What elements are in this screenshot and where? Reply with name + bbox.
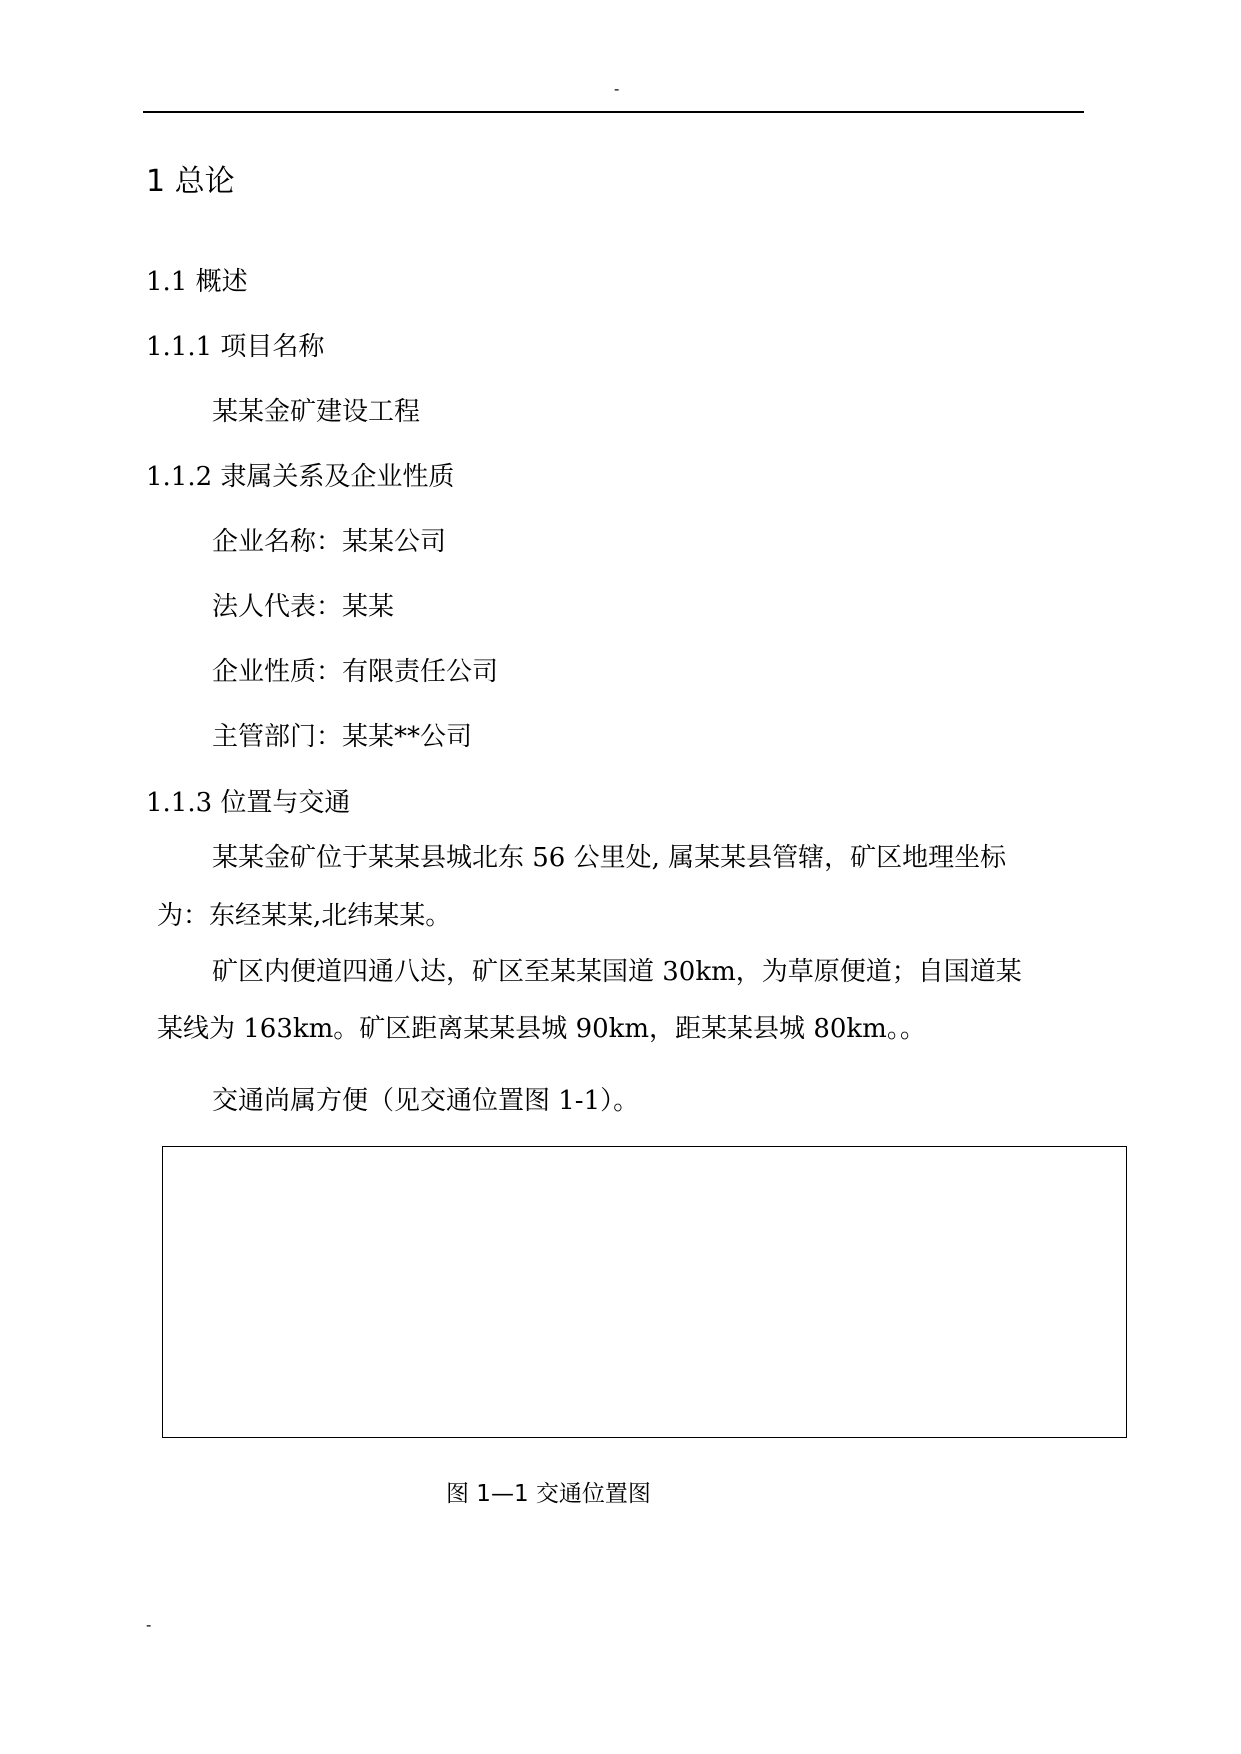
figure-caption: 图 1—1 交通位置图 — [446, 1481, 651, 1507]
project-name-text: 某某金矿建设工程 — [212, 397, 421, 427]
section-1-1-heading: 1.1 概述 — [146, 267, 248, 297]
company-name-text: 企业名称：某某公司 — [212, 527, 447, 557]
footer-mark: - — [146, 1617, 152, 1634]
location-paragraph-line-2: 为：东经某某,北纬某某。 — [157, 901, 452, 931]
traffic-paragraph-line-1: 矿区内便道四通八达，矿区至某某国道 30km，为草原便道；自国道某 — [212, 957, 1022, 987]
page-title: 1 总论 — [146, 164, 235, 199]
section-1-1-1-heading: 1.1.1 项目名称 — [146, 332, 325, 362]
location-paragraph-line-1: 某某金矿位于某某县城北东 56 公里处, 属某某县管辖，矿区地理坐标 — [212, 843, 1007, 873]
header-mark: - — [614, 81, 620, 98]
legal-representative-text: 法人代表：某某 — [212, 592, 395, 622]
traffic-map-figure-frame — [162, 1146, 1127, 1438]
traffic-note-paragraph: 交通尚属方便（见交通位置图 1-1）。 — [212, 1086, 640, 1116]
traffic-paragraph-line-2: 某线为 163km。矿区距离某某县城 90km，距某某县城 80km。。 — [157, 1014, 926, 1044]
section-1-1-3-heading: 1.1.3 位置与交通 — [146, 788, 351, 818]
authority-text: 主管部门：某某**公司 — [212, 722, 473, 752]
header-rule — [143, 111, 1084, 113]
company-type-text: 企业性质：有限责任公司 — [212, 657, 499, 687]
section-1-1-2-heading: 1.1.2 隶属关系及企业性质 — [146, 462, 455, 492]
